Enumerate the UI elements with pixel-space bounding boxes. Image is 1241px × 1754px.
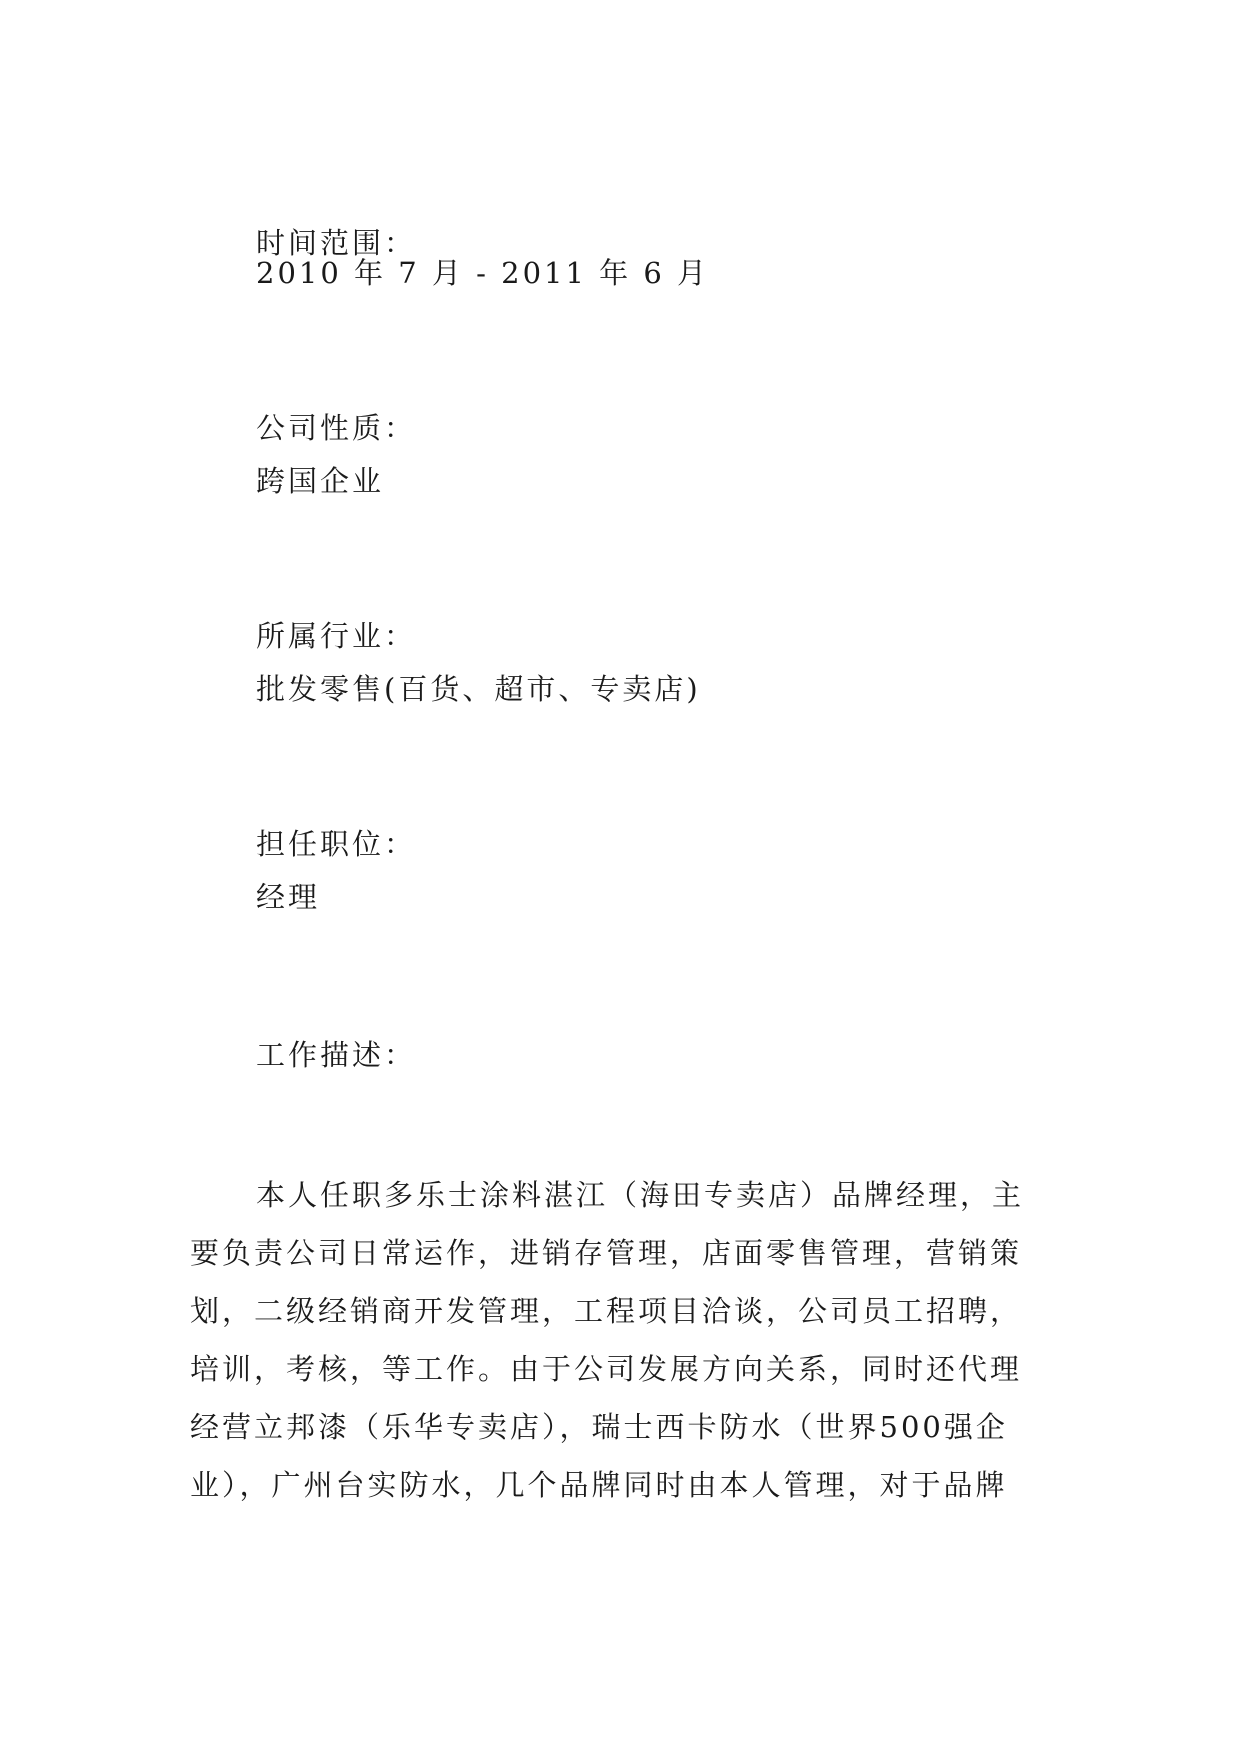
time-range-value: 2010 年 7 月 - 2011 年 6 月 <box>256 256 710 290</box>
description-line: 要负责公司日常运作，进销存管理，店面零售管理，营销策 <box>190 1236 1023 1270</box>
work-description <box>190 1166 1070 1514</box>
company-type-value: 跨国企业 <box>256 464 385 498</box>
description-label: 工作描述： <box>256 1038 417 1072</box>
description-line: 业），广州台实防水，几个品牌同时由本人管理，对于品牌 <box>190 1468 1008 1502</box>
description-line: 划，二级经销商开发管理，工程项目洽谈，公司员工招聘， <box>190 1294 1023 1328</box>
company-type-label: 公司性质： <box>256 411 417 445</box>
industry-label: 所属行业： <box>256 619 417 653</box>
time-range-label: 时间范围： <box>256 226 417 260</box>
description-line: 经营立邦漆（乐华专卖店），瑞士西卡防水（世界500强企 <box>190 1410 1008 1444</box>
description-line: 培训，考核，等工作。由于公司发展方向关系，同时还代理 <box>190 1352 1023 1386</box>
industry-value: 批发零售(百货、超市、专卖店) <box>256 672 701 706</box>
position-label: 担任职位： <box>256 827 417 861</box>
description-line: 本人任职多乐士涂料湛江（海田专卖店）品牌经理，主 <box>256 1178 1025 1212</box>
position-value: 经理 <box>256 880 321 914</box>
